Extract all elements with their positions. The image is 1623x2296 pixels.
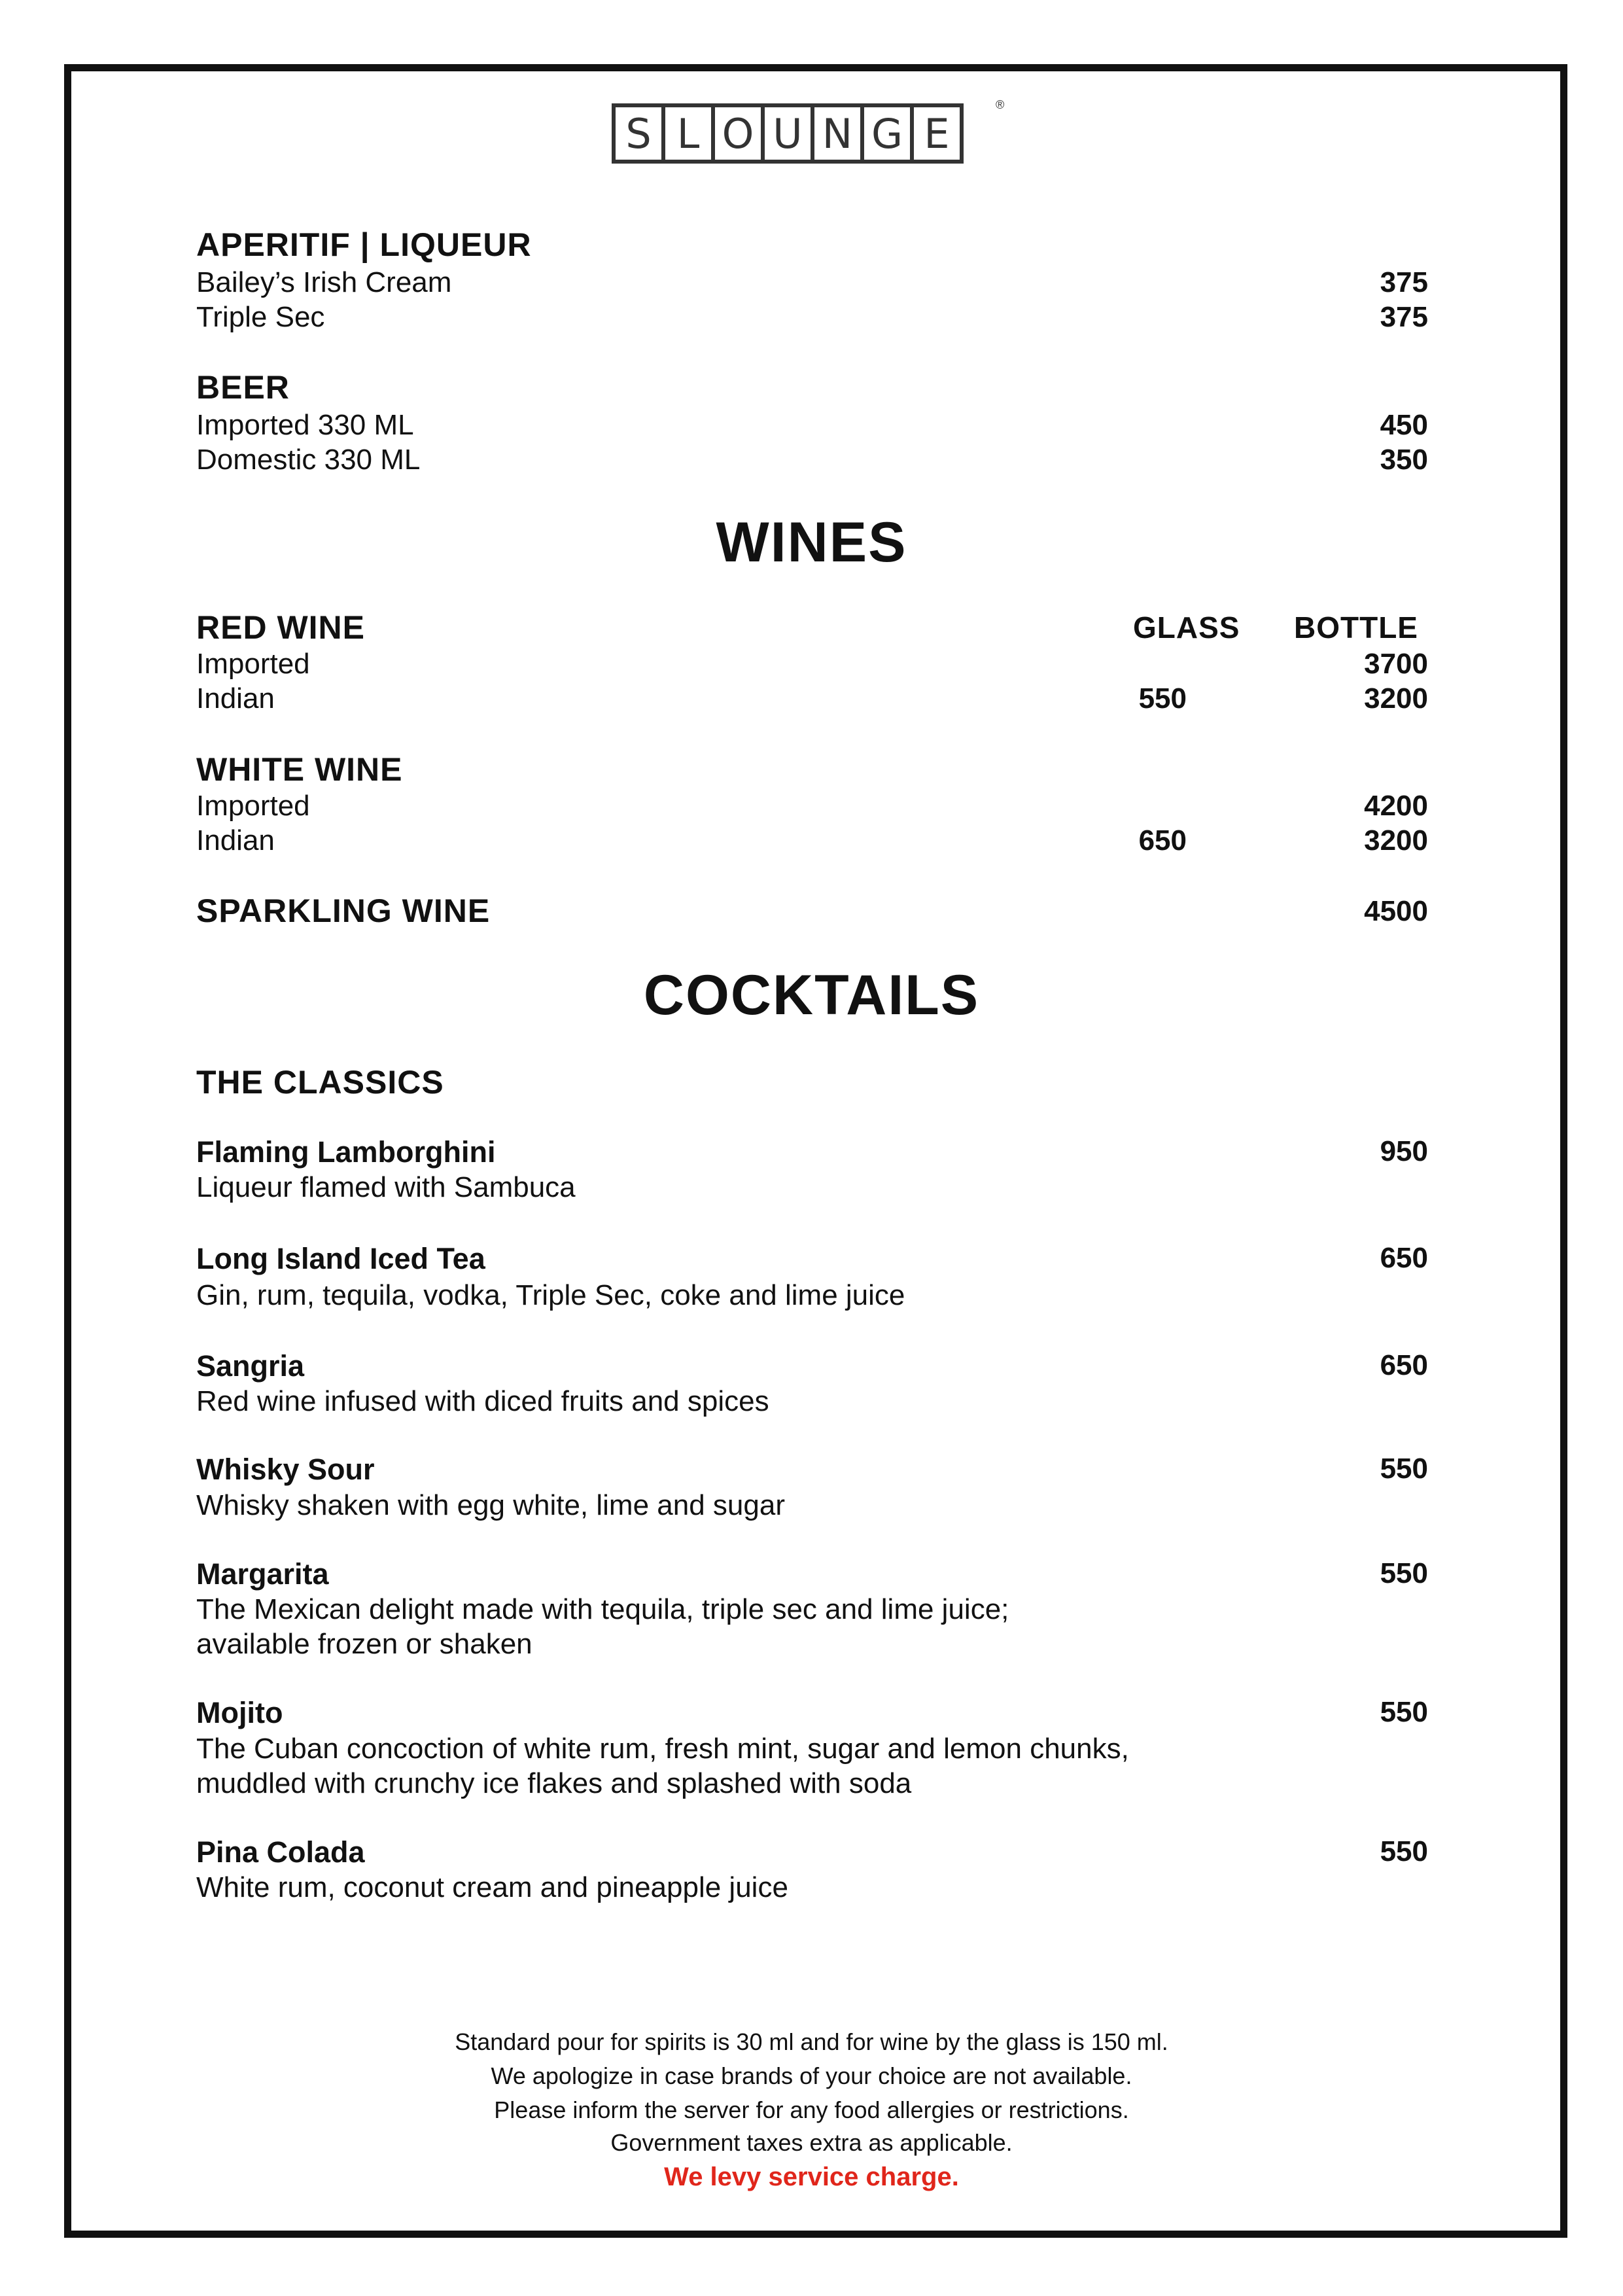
item-price: 350	[1380, 444, 1428, 476]
footer-note: Please inform the server for any food allergies or restrictions.	[494, 2096, 1129, 2123]
cocktail-price: 550	[1380, 1835, 1428, 1867]
section-title-beer: BEER	[196, 369, 290, 406]
logo-letter: U	[761, 103, 814, 164]
cocktail-name: Long Island Iced Tea	[196, 1242, 485, 1275]
cocktail-name: Margarita	[196, 1557, 329, 1591]
cocktail-description: White rum, coconut cream and pineapple juice	[196, 1871, 788, 1903]
cocktail-price: 550	[1380, 1557, 1428, 1589]
bottle-price: 4200	[1364, 790, 1428, 822]
cocktail-name: Mojito	[196, 1696, 283, 1729]
cocktail-description: Whisky shaken with egg white, lime and sugar	[196, 1489, 785, 1521]
section-title-red-wine: RED WINE	[196, 609, 365, 646]
item-name: Bailey’s Irish Cream	[196, 266, 452, 298]
footer-note: Government taxes extra as applicable.	[610, 2129, 1013, 2156]
item-price: 375	[1380, 301, 1428, 333]
section-title-aperitif: APERITIF | LIQUEUR	[196, 226, 532, 263]
bottle-price: 3200	[1364, 824, 1428, 857]
cocktails-heading: COCKTAILS	[643, 964, 980, 1027]
cocktail-description: The Mexican delight made with tequila, triple sec and lime juice;	[196, 1593, 1009, 1625]
cocktail-price: 650	[1380, 1242, 1428, 1274]
footer-note: Standard pour for spirits is 30 ml and for wine by the glass is 150 ml.	[455, 2028, 1168, 2055]
cocktail-description: Red wine infused with diced fruits and spices	[196, 1385, 769, 1417]
item-name: Indian	[196, 824, 275, 857]
section-title-sparkling-wine: SPARKLING WINE	[196, 892, 491, 929]
item-name: Imported	[196, 790, 310, 822]
glass-price: 550	[1138, 682, 1187, 715]
cocktail-description: Liqueur flamed with Sambuca	[196, 1171, 576, 1203]
logo-letter: N	[811, 103, 864, 164]
item-price: 4500	[1364, 895, 1428, 927]
item-price: 375	[1380, 266, 1428, 298]
glass-price: 650	[1138, 824, 1187, 857]
cocktail-name: Pina Colada	[196, 1835, 365, 1869]
cocktails-subtitle: THE CLASSICS	[196, 1064, 444, 1101]
cocktail-name: Whisky Sour	[196, 1453, 375, 1486]
footer-note: We apologize in case brands of your choice are not available.	[491, 2062, 1132, 2089]
glass-column-header: GLASS	[1133, 610, 1240, 645]
item-name: Domestic 330 ML	[196, 444, 421, 476]
section-title-white-wine: WHITE WINE	[196, 751, 403, 788]
registered-mark: ®	[996, 98, 1005, 111]
service-charge-note: We levy service charge.	[664, 2163, 959, 2191]
cocktail-price: 550	[1380, 1453, 1428, 1485]
cocktail-name: Flaming Lamborghini	[196, 1135, 496, 1169]
bottle-price: 3200	[1364, 682, 1428, 715]
item-name: Imported	[196, 648, 310, 680]
cocktail-description: Gin, rum, tequila, vodka, Triple Sec, coke and lime juice	[196, 1279, 905, 1311]
logo-letter: G	[860, 103, 914, 164]
logo-letter: L	[661, 103, 715, 164]
bottle-column-header: BOTTLE	[1294, 610, 1418, 645]
item-name: Indian	[196, 682, 275, 715]
bottle-price: 3700	[1364, 648, 1428, 680]
cocktail-description: The Cuban concoction of white rum, fresh mint, sugar and lemon chunks,	[196, 1733, 1129, 1765]
cocktail-price: 650	[1380, 1349, 1428, 1381]
slounge-logo	[612, 103, 964, 160]
logo-letter: E	[910, 103, 964, 164]
logo-letter: S	[612, 103, 665, 164]
logo-letter: O	[711, 103, 765, 164]
wines-heading: WINES	[716, 511, 907, 574]
cocktail-price: 550	[1380, 1696, 1428, 1728]
cocktail-description: muddled with crunchy ice flakes and splashed with soda	[196, 1767, 912, 1799]
cocktail-price: 950	[1380, 1135, 1428, 1167]
item-price: 450	[1380, 409, 1428, 441]
item-name: Imported 330 ML	[196, 409, 414, 441]
cocktail-description: available frozen or shaken	[196, 1628, 532, 1660]
cocktail-name: Sangria	[196, 1349, 305, 1383]
item-name: Triple Sec	[196, 301, 325, 333]
